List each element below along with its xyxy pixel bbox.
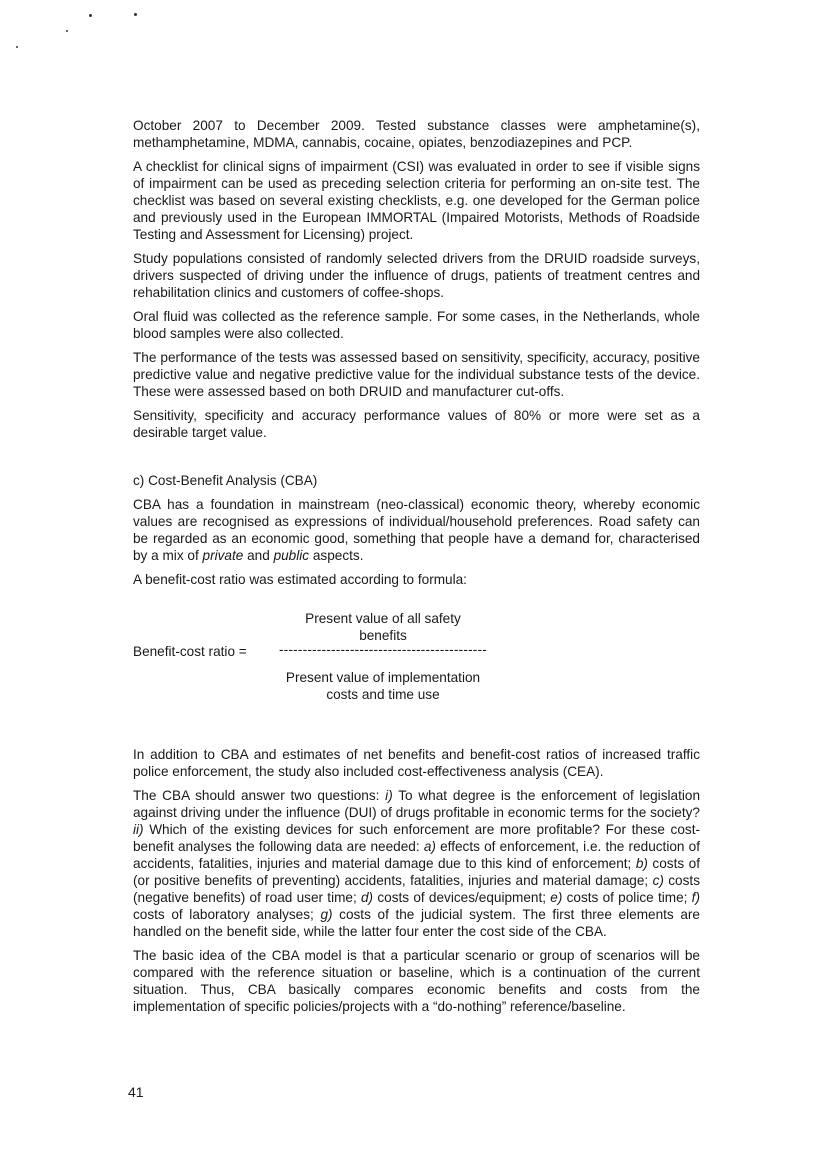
formula-numerator: Present value of all safety benefits: [305, 611, 461, 643]
formula-divider: --------------------------------------------: [279, 642, 487, 657]
paragraph-cea: In addition to CBA and estimates of net benefits and benefit-cost ratios of increased traffic police enforcement, the study also included cost-effectiveness analysis (CEA).: [133, 747, 700, 779]
paragraph: October 2007 to December 2009. Tested substance classes were amphetamine(s), methamphetamine, MDMA, cannabis, cocaine, opiates, benzodiazepines and PCP.: [133, 118, 700, 150]
section-heading: c) Cost-Benefit Analysis (CBA): [133, 473, 318, 488]
benefit-cost-formula: [133, 610, 700, 728]
scan-speck: [66, 30, 68, 32]
paragraph-cba: CBA has a foundation in mainstream (neo-classical) economic theory, whereby economic values are recognised as expressions of individual/household preferences. Road safety can be regarded as an economic good, something that people have a demand for, characterised by a mix of private and public aspects.: [133, 497, 700, 563]
page-body: [133, 117, 700, 1022]
formula-label: Benefit-cost ratio =: [133, 644, 247, 659]
paragraph-questions: The CBA should answer two questions: i) To what degree is the enforcement of legislation against driving under the influence (DUI) of drugs profitable in economic terms for the society? ii) Which of the existing devices for such enforcement are more profitable? For these cost-benefit analyses the following data are needed: a) effects of enforcement, i.e. the reduction of accidents, fatalities, injuries and material damage due to this kind of enforcement; b) costs of (or positive benefits of preventing) accidents, fatalities, injuries and material damage; c) costs (negative benefits) of road user time; d) costs of devices/equipment; e) costs of police time; f) costs of laboratory analyses; g) costs of the judicial system. The first three elements are handled on the benefit side, while the latter four enter the cost side of the CBA.: [133, 788, 700, 939]
paragraph: The performance of the tests was assessed based on sensitivity, specificity, accuracy, positive predictive value and negative predictive value for the individual substance tests of the device. These were assessed based on both DRUID and manufacturer cut-offs.: [133, 350, 700, 399]
scan-speck: [16, 46, 18, 48]
paragraph: Study populations consisted of randomly selected drivers from the DRUID roadside surveys, drivers suspected of driving under the influence of drugs, patients of treatment centres and rehabilitation clinics and customers of coffee-shops.: [133, 251, 700, 300]
paragraph: A checklist for clinical signs of impairment (CSI) was evaluated in order to see if visible signs of impairment can be used as preceding selection criteria for performing an on-site test. The checklist was based on several existing checklists, e.g. one developed for the German police and previously used in the European IMMORTAL (Impaired Motorists, Methods of Roadside Testing and Assessment for Licensing) project.: [133, 159, 700, 242]
scan-speck: [89, 14, 92, 17]
formula-intro: A benefit-cost ratio was estimated according to formula:: [133, 572, 467, 587]
page-number: 41: [128, 1084, 144, 1100]
paragraph: Oral fluid was collected as the reference sample. For some cases, in the Netherlands, whole blood samples were also collected.: [133, 309, 700, 341]
paragraph: Sensitivity, specificity and accuracy performance values of 80% or more were set as a desirable target value.: [133, 408, 700, 440]
scan-speck: [134, 13, 137, 16]
formula-denominator: Present value of implementation costs and time use: [285, 670, 481, 702]
paragraph-final: The basic idea of the CBA model is that a particular scenario or group of scenarios will be compared with the reference situation or baseline, which is a continuation of the current situation. Thus, CBA basically compares economic benefits and costs from the implementation of specific policies/projects with a “do-nothing” reference/baseline.: [133, 948, 700, 1014]
